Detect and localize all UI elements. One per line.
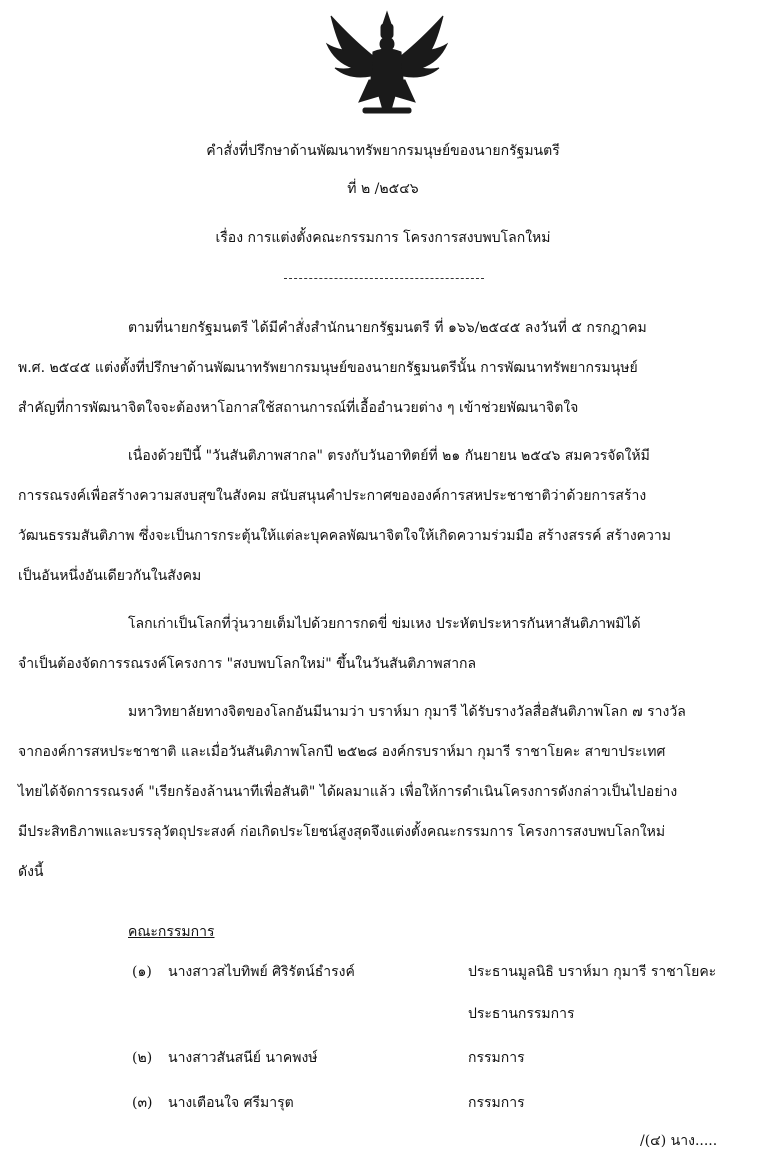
member-number: (๒) xyxy=(132,1050,153,1066)
paragraph-line: พ.ศ. ๒๕๔๕ แต่งตั้งที่ปรึกษาด้านพัฒนาทรัพยากรมนุษย์ของนายกรัฐมนตรีนั้น การพัฒนาทรัพยากรมนุษย์ xyxy=(18,360,638,376)
member-role: กรรมการ xyxy=(468,1050,525,1066)
page-continuation: /(๔) นาง..... xyxy=(640,1133,718,1149)
garuda-emblem-icon xyxy=(323,10,451,116)
member-name: นางสาวสไบทิพย์ ศิริรัตน์ธำรงค์ xyxy=(168,964,355,980)
order-number: ที่ ๒ /๒๕๔๖ xyxy=(347,181,419,197)
member-name: นางสาวสันสนีย์ นาคพงษ์ xyxy=(168,1050,318,1066)
paragraph-line: จำเป็นต้องจัดการรณรงค์โครงการ "สงบพบโลกใหม่" ขึ้นในวันสันติภาพสากล xyxy=(18,656,477,672)
paragraph-line: มหาวิทยาลัยทางจิตของโลกอันมีนามว่า บราห์มา กุมารี ได้รับรางวัลสื่อสันติภาพโลก ๗ รางวัล xyxy=(128,704,686,720)
paragraph-line: ตามที่นายกรัฐมนตรี ได้มีคำสั่งสำนักนายกรัฐมนตรี ที่ ๑๖๖/๒๕๔๕ ลงวันที่ ๕ กรกฎาคม xyxy=(128,320,647,336)
paragraph-line: การรณรงค์เพื่อสร้างความสงบสุขในสังคม สนับสนุนคำประกาศขององค์การสหประชาชาติว่าด้วยการสร้าง xyxy=(18,488,647,504)
order-subject: เรื่อง การแต่งตั้งคณะกรรมการ โครงการสงบพบโลกใหม่ xyxy=(215,230,551,246)
member-number: (๑) xyxy=(132,964,152,980)
member-number: (๓) xyxy=(132,1095,153,1111)
paragraph-line: จากองค์การสหประชาชาติ และเมื่อวันสันติภาพโลกปี ๒๕๒๘ องค์กรบราห์มา กุมารี ราชาโยคะ สาขาประเทศ xyxy=(18,744,666,760)
member-role-secondary: ประธานกรรมการ xyxy=(468,1006,575,1022)
paragraph-line: มีประสิทธิภาพและบรรลุวัตถุประสงค์ ก่อเกิดประโยชน์สูงสุดจึงแต่งตั้งคณะกรรมการ โครงการสงบพบโลกใหม่ xyxy=(18,824,666,840)
member-role: กรรมการ xyxy=(468,1095,525,1111)
paragraph-line: วัฒนธรรมสันติภาพ ซึ่งจะเป็นการกระตุ้นให้แต่ละบุคคลพัฒนาจิตใจให้เกิดความร่วมมือ สร้างสรรค์ สร้างความ xyxy=(18,528,671,544)
paragraph-line: สำคัญที่การพัฒนาจิตใจจะต้องหาโอกาสใช้สถานการณ์ที่เอื้ออำนวยต่าง ๆ เข้าช่วยพัฒนาจิตใจ xyxy=(18,400,579,416)
paragraph-line: เนื่องด้วยปีนี้ "วันสันติภาพสากล" ตรงกับวันอาทิตย์ที่ ๒๑ กันยายน ๒๕๔๖ สมควรจัดให้มี xyxy=(128,448,650,464)
member-role: ประธานมูลนิธิ บราห์มา กุมารี ราชาโยคะ xyxy=(468,964,717,980)
paragraph-line: เป็นอันหนึ่งอันเดียวกันในสังคม xyxy=(18,568,202,584)
paragraph-line: ดังนี้ xyxy=(18,864,44,880)
member-name: นางเตือนใจ ศรีมารุต xyxy=(168,1095,294,1111)
committee-heading: คณะกรรมการ xyxy=(128,924,215,940)
separator-line xyxy=(284,278,484,279)
order-title: คำสั่งที่ปรึกษาด้านพัฒนาทรัพยากรมนุษย์ของนายกรัฐมนตรี xyxy=(206,143,560,159)
paragraph-line: โลกเก่าเป็นโลกที่วุ่นวายเต็มไปด้วยการกดขี่ ข่มเหง ประหัตประหารกันหาสันติภาพมิได้ xyxy=(128,616,641,632)
paragraph-line: ไทยได้จัดการรณรงค์ "เรียกร้องล้านนาทีเพื่อสันติ" ได้ผลมาแล้ว เพื่อให้การดำเนินโครงการดังกล่าวเป็นไปอย่าง xyxy=(18,784,678,800)
